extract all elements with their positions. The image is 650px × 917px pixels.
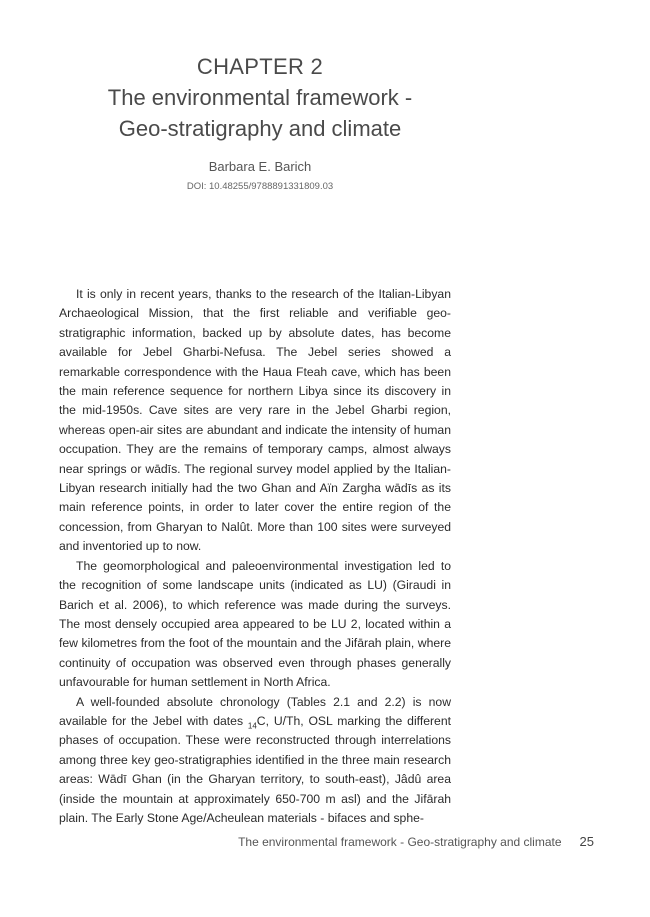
isotope-subscript: 14: [247, 721, 257, 731]
chapter-title-line-2: Geo-stratigraphy and climate: [118, 116, 402, 141]
running-title: The environmental framework - Geo-stratigraphy and climate: [238, 835, 562, 849]
chapter-header: [0, 52, 520, 144]
doi: DOI: 10.48255/9788891331809.03: [186, 181, 334, 192]
page-footer: [0, 834, 594, 849]
paragraph-3: [59, 693, 451, 829]
body-text: [59, 285, 451, 828]
paragraph-3-rest: C, U/Th, OSL marking the different phases of occupation. These were reconstructed through interrelations among three key geo-stratigraphies identified in the three main research areas: Wādī Ghan (in the Gharyan territory, to south-east), Jâdû area (inside the mountain at approximately 650-700 m asl) and the Jifārah plain. The Early Stone Age/Acheulean materials - bifaces and sphe-: [59, 713, 451, 825]
paragraph-3-start: A well-founded absolute chronology (Tables 2.1 and 2.2) is now available for the Jebel with dates: [59, 694, 451, 728]
paragraph-2: The geomorphological and paleoenvironmental investigation led to the recognition of some landscape units (indicated as LU) (Giraudi in Barich et al. 2006), to which reference was made during the surveys. The most densely occupied area appeared to be LU 2, located within a few kilometres from the foot of the mountain and the Jifārah plain, where continuity of occupation was observed even through phases generally unfavourable for human settlement in North Africa.: [59, 558, 451, 690]
author-name: Barbara E. Barich: [208, 159, 312, 174]
chapter-title-line-1: The environmental framework -: [107, 85, 413, 110]
chapter-label: CHAPTER 2: [196, 54, 324, 79]
paragraph-1: It is only in recent years, thanks to the research of the Italian-Libyan Archaeological Mission, that the first reliable and verifiable geo-stratigraphic information, backed up by absolute dates, has become available for Jebel Gharbi-Nefusa. The Jebel series showed a remarkable correspondence with the Haua Fteah cave, which has been the main reference sequence for northern Libya since its discovery in the mid-1950s. Cave sites are very rare in the Jebel Gharbi region, whereas open-air sites are abundant and indicate the intensity of human occupation. They are the remains of temporary camps, almost always near springs or wādīs. The regional survey model applied by the Italian-Libyan research initially had the two Ghan and Aïn Zargha wādīs as its main reference points, in order to later cover the entire region of the concession, from Gharyan to Nalût. More than 100 sites were surveyed and inventoried up to now.: [59, 287, 451, 554]
page-number: 25: [579, 834, 594, 849]
